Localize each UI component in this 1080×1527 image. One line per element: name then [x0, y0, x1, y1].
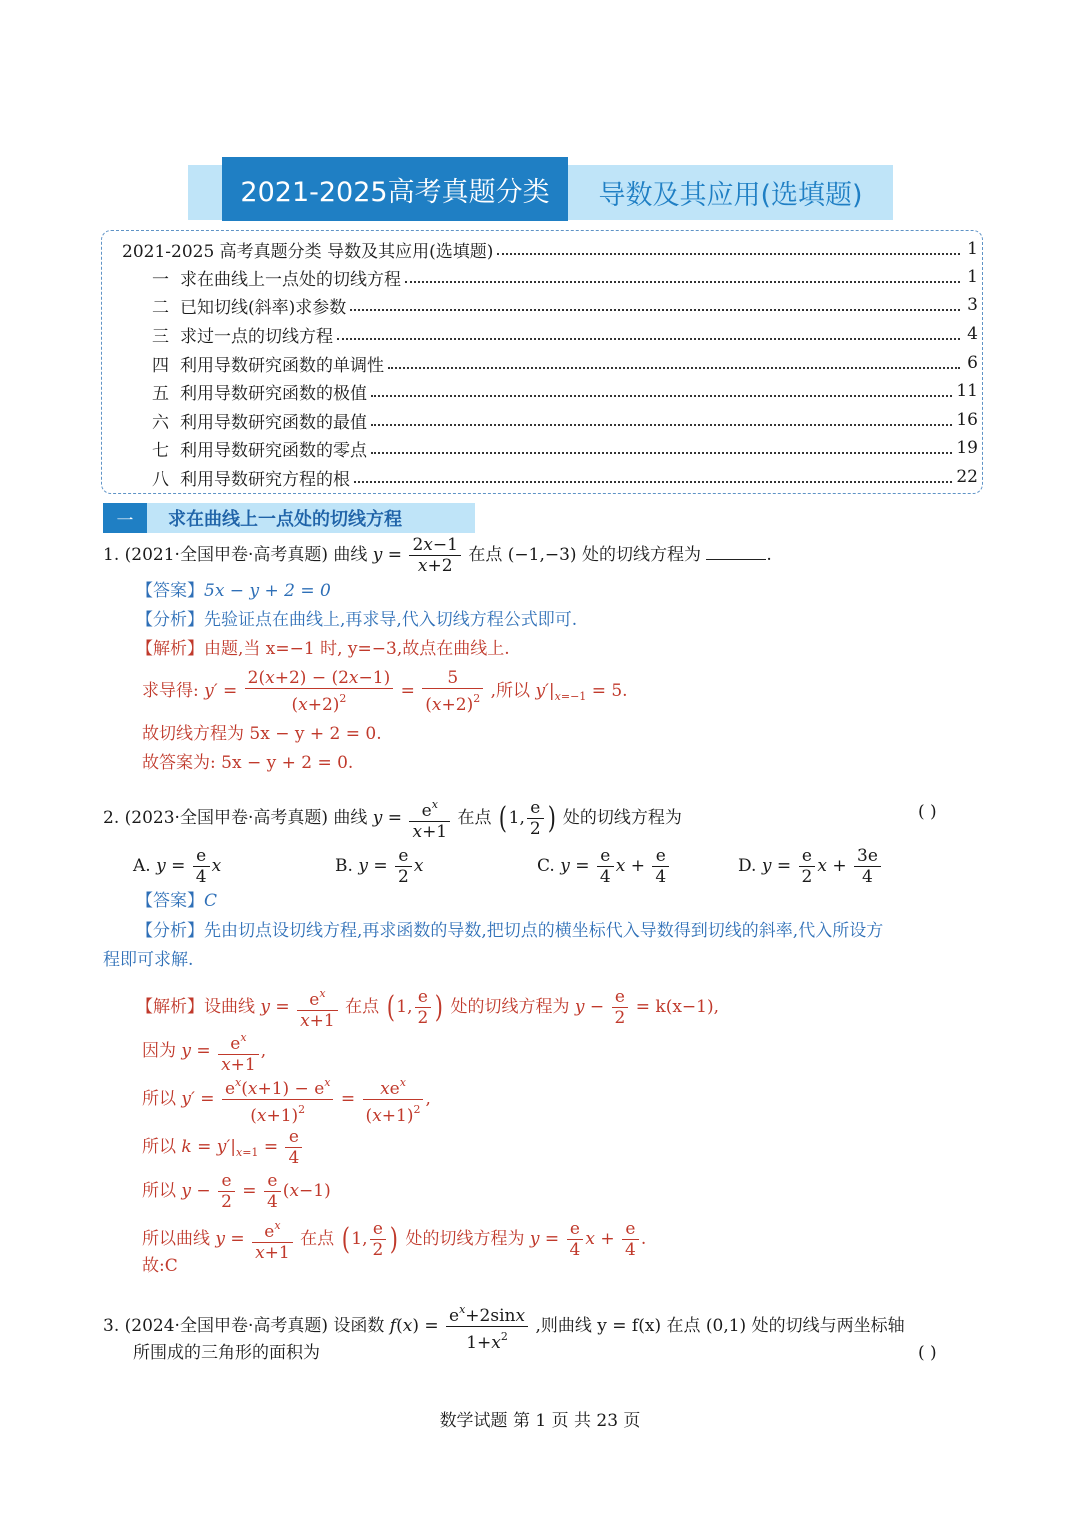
answer-tag: 【答案】	[136, 581, 204, 601]
banner-title: 2021-2025高考真题分类	[222, 157, 568, 221]
q1-derivative: 求导得: y′ = $\frac{2(x+2) - (2x-1)}{(x+2)^2}$ = $\frac{5}{(x+2)^2}$ ,所以 $y'|_{x=-1} = 5$.	[142, 668, 628, 715]
toc-row[interactable]	[152, 349, 978, 377]
answer-bracket: ( )	[918, 1343, 937, 1363]
toc-title: 求过一点的切线方程	[180, 326, 333, 347]
question-number: 3.	[103, 1316, 120, 1336]
toc-leader	[354, 471, 952, 483]
solution-text: 所以	[142, 1181, 176, 1201]
question-text: ,则曲线 y = f(x) 在点 (0,1) 处的切线与两坐标轴	[535, 1316, 905, 1336]
toc-leader	[350, 299, 960, 311]
question-text: 在点 (−1,−3) 处的切线方程为	[468, 545, 701, 565]
fraction: $\frac{xe^x}{(x+1)^2}$	[363, 1073, 424, 1126]
q1-answer	[136, 580, 331, 602]
section-number: 一	[103, 503, 147, 533]
fraction: $\frac{e}{2}$	[370, 1219, 387, 1260]
toc-page: 6	[967, 353, 978, 373]
fraction: $\frac{e^x}{x+1}$	[409, 795, 450, 842]
question-3-cont: 所围成的三角形的面积为	[133, 1343, 320, 1363]
option-c[interactable]: C. y = $\frac{e}{4}$ x + $\frac{e}{4}$	[537, 846, 671, 887]
toc-title: 利用导数研究函数的最值	[180, 412, 367, 433]
fraction: $\frac{e}{2}$	[612, 987, 629, 1028]
fraction: $\frac{e}{2}$	[218, 1171, 235, 1212]
toc-row[interactable]	[152, 291, 978, 319]
toc-leader	[497, 243, 960, 255]
fraction: $\frac{e}{4}$	[193, 846, 210, 887]
toc-title: 利用导数研究函数的极值	[180, 383, 367, 404]
q2-solution-2: 因为 y = $\frac{e^x}{x+1}$ ,	[142, 1028, 266, 1075]
q2-analysis	[136, 920, 883, 942]
answer-tag: 【答案】	[136, 891, 204, 911]
option-b[interactable]: B. y = $\frac{e}{2}$ x	[335, 846, 424, 887]
toc-num: 二	[152, 297, 169, 318]
toc-num: 七	[152, 440, 169, 461]
solution-text: = k(x−1),	[635, 997, 720, 1017]
fraction: $\frac{5}{(x+2)^2}$	[422, 668, 483, 715]
answer-text: C	[204, 891, 218, 911]
analysis-text: 先验证点在曲线上,再求导,代入切线方程公式即可.	[204, 610, 578, 630]
question-2: 2. (2023·全国甲卷·高考真题) 曲线 y = $\frac{e^x}{x+1}$ 在点 ( 1, $\frac{e}{2}$ ) 处的切线方程为	[103, 795, 682, 842]
toc-page: 1	[967, 267, 978, 287]
fraction: $\frac{2x-1}{x+2}$	[409, 535, 460, 576]
toc-page: 4	[967, 324, 978, 344]
toc-row[interactable]	[152, 263, 978, 291]
question-source: (2021·全国甲卷·高考真题)	[124, 545, 328, 565]
toc-leader	[371, 385, 952, 397]
question-number: 1.	[103, 545, 120, 565]
fraction: $\frac{e}{2}$	[415, 987, 432, 1028]
solution-text: 在点	[300, 1229, 335, 1249]
solution-text: 所以	[142, 1137, 176, 1157]
toc-page: 16	[956, 410, 978, 430]
fraction: $\frac{e}{4}$	[597, 846, 614, 887]
fraction: $\frac{e}{2}$	[527, 798, 544, 839]
analysis-text: 先由切点设切线方程,再求函数的导数,把切点的横坐标代入导数得到切线的斜率,代入所设方	[204, 921, 884, 941]
fraction: $\frac{e^x}{x+1}$	[252, 1216, 293, 1263]
toc-row[interactable]	[152, 377, 978, 405]
fraction: $\frac{e}{4}$	[264, 1171, 281, 1212]
toc-leader	[371, 414, 952, 426]
fraction: $\frac{e}{4}$	[285, 1127, 302, 1168]
option-label: D.	[738, 856, 757, 876]
solution-text: 所以	[142, 1089, 176, 1109]
table-of-contents	[101, 230, 983, 494]
solution-text: ,所以	[490, 681, 531, 701]
q2-analysis-cont: 程即可求解.	[103, 950, 194, 970]
q1-solution	[136, 638, 510, 660]
fraction: $\frac{e}{2}$	[799, 846, 816, 887]
toc-leader	[371, 442, 952, 454]
q2-conclusion: 故:C	[142, 1256, 178, 1276]
question-text: 处的切线方程为	[562, 808, 682, 828]
question-number: 2.	[103, 808, 120, 828]
solution-tag: 【解析】	[136, 639, 204, 659]
option-d[interactable]: D. y = $\frac{e}{2}$ x + $\frac{3e}{4}$	[738, 846, 883, 887]
solution-text: 因为	[142, 1041, 176, 1061]
q2-solution-4: 所以 $k = y'|_{x=1}$ = $\frac{e}{4}$	[142, 1127, 304, 1168]
banner-subtitle: 导数及其应用(选填题)	[598, 180, 863, 211]
question-1: 1. (2021·全国甲卷·高考真题) 曲线 y = $\frac{2x-1}{x+2}$ 在点 (−1,−3) 处的切线方程为 .	[103, 535, 772, 576]
solution-text: = 5.	[591, 681, 628, 701]
question-source: (2024·全国甲卷·高考真题)	[124, 1316, 328, 1336]
answer-blank	[706, 541, 766, 560]
question-text: 在点	[457, 808, 492, 828]
toc-num: 三	[152, 326, 169, 347]
toc-row[interactable]	[122, 235, 978, 263]
answer-text: 5x − y + 2 = 0	[204, 581, 331, 601]
toc-num: 八	[152, 469, 169, 490]
fraction: $\frac{e}{2}$	[395, 846, 412, 887]
toc-leader	[405, 271, 960, 283]
fraction: $\frac{e^x+2\sin x}{1+x^2}$	[446, 1300, 528, 1353]
toc-num: 六	[152, 412, 169, 433]
toc-title: 利用导数研究方程的根	[180, 469, 350, 490]
solution-text: 求导得:	[142, 681, 199, 701]
question-text: 曲线	[333, 808, 368, 828]
toc-title: 已知切线(斜率)求参数	[180, 297, 347, 318]
option-label: B.	[335, 856, 353, 876]
section-title: 求在曲线上一点处的切线方程	[168, 509, 402, 530]
toc-leader	[337, 328, 960, 340]
toc-leader	[388, 357, 960, 369]
q1-tangent: 故切线方程为 5x − y + 2 = 0.	[142, 724, 382, 744]
fraction: $\frac{e}{4}$	[652, 846, 669, 887]
toc-page: 22	[956, 467, 978, 487]
toc-row[interactable]	[152, 320, 978, 348]
q1-conclusion: 故答案为: 5x − y + 2 = 0.	[142, 753, 354, 773]
fraction: $\frac{3e}{4}$	[854, 846, 881, 887]
answer-bracket: ( )	[918, 802, 937, 822]
q1-analysis	[136, 609, 577, 631]
toc-page: 3	[967, 295, 978, 315]
solution-text: 处的切线方程为	[405, 1229, 525, 1249]
toc-title: 利用导数研究函数的零点	[180, 440, 367, 461]
solution-text: 在点	[345, 997, 380, 1017]
toc-row[interactable]	[152, 463, 978, 491]
toc-page: 19	[956, 438, 978, 458]
q2-answer	[136, 890, 217, 912]
question-3: 3. (2024·全国甲卷·高考真题) 设函数 f(x) = $\frac{e^x+2\sin x}{1+x^2}$ ,则曲线 y = f(x) 在点 (0,1) 处的切线与两坐标轴	[103, 1300, 905, 1353]
analysis-tag: 【分析】	[136, 610, 204, 630]
question-text: 设函数	[333, 1316, 385, 1336]
q2-solution-6: 所以曲线 y = $\frac{e^x}{x+1}$ 在点 ( 1, $\frac{e}{2}$ ) 处的切线方程为 y = $\frac{e}{4}$ x + $\frac{e}{4}$ .	[142, 1216, 646, 1263]
solution-text: 所以曲线	[142, 1229, 210, 1249]
toc-page: 11	[956, 381, 978, 401]
question-source: (2023·全国甲卷·高考真题)	[124, 808, 328, 828]
option-label: C.	[537, 856, 555, 876]
toc-num: 五	[152, 383, 169, 404]
q2-solution-3: 所以 y′ = $\frac{e^x(x+1) - e^x}{(x+1)^2}$ = $\frac{xe^x}{(x+1)^2}$ ,	[142, 1073, 431, 1126]
toc-title: 利用导数研究函数的单调性	[180, 355, 384, 376]
toc-title: 2021-2025 高考真题分类 导数及其应用(选填题)	[122, 241, 494, 262]
page-footer: 数学试题 第 1 页 共 23 页	[439, 1411, 641, 1431]
toc-title: 求在曲线上一点处的切线方程	[180, 269, 401, 290]
option-a[interactable]: A. y = $\frac{e}{4}$ x	[133, 846, 222, 887]
fraction: $\frac{e^x}{x+1}$	[218, 1028, 259, 1075]
fraction: $\frac{e}{4}$	[567, 1219, 584, 1260]
toc-num: 四	[152, 355, 169, 376]
fraction: $\frac{e^x}{x+1}$	[297, 984, 338, 1031]
solution-tag: 【解析】	[136, 997, 204, 1017]
solution-text: 设曲线	[204, 997, 255, 1017]
fraction: $\frac{e}{4}$	[622, 1219, 639, 1260]
toc-page: 1	[967, 239, 978, 259]
toc-row[interactable]	[152, 434, 978, 462]
analysis-tag: 【分析】	[136, 921, 204, 941]
solution-text: 处的切线方程为	[450, 997, 570, 1017]
solution-text: 由题,当 x=−1 时, y=−3,故点在曲线上.	[204, 639, 510, 659]
option-label: A.	[133, 856, 151, 876]
toc-num: 一	[152, 269, 169, 290]
toc-row[interactable]	[152, 406, 978, 434]
q2-solution-5: 所以 y − $\frac{e}{2}$ = $\frac{e}{4}$ (x−1)	[142, 1171, 331, 1212]
question-text: 曲线	[333, 545, 368, 565]
fraction: $\frac{e^x(x+1) - e^x}{(x+1)^2}$	[222, 1073, 334, 1126]
q2-solution-1: 【解析】设曲线 y = $\frac{e^x}{x+1}$ 在点 ( 1, $\frac{e}{2}$ ) 处的切线方程为 y − $\frac{e}{2}$ = k(x−1),	[136, 984, 719, 1031]
fraction: $\frac{2(x+2) - (2x-1)}{(x+2)^2}$	[245, 668, 394, 715]
